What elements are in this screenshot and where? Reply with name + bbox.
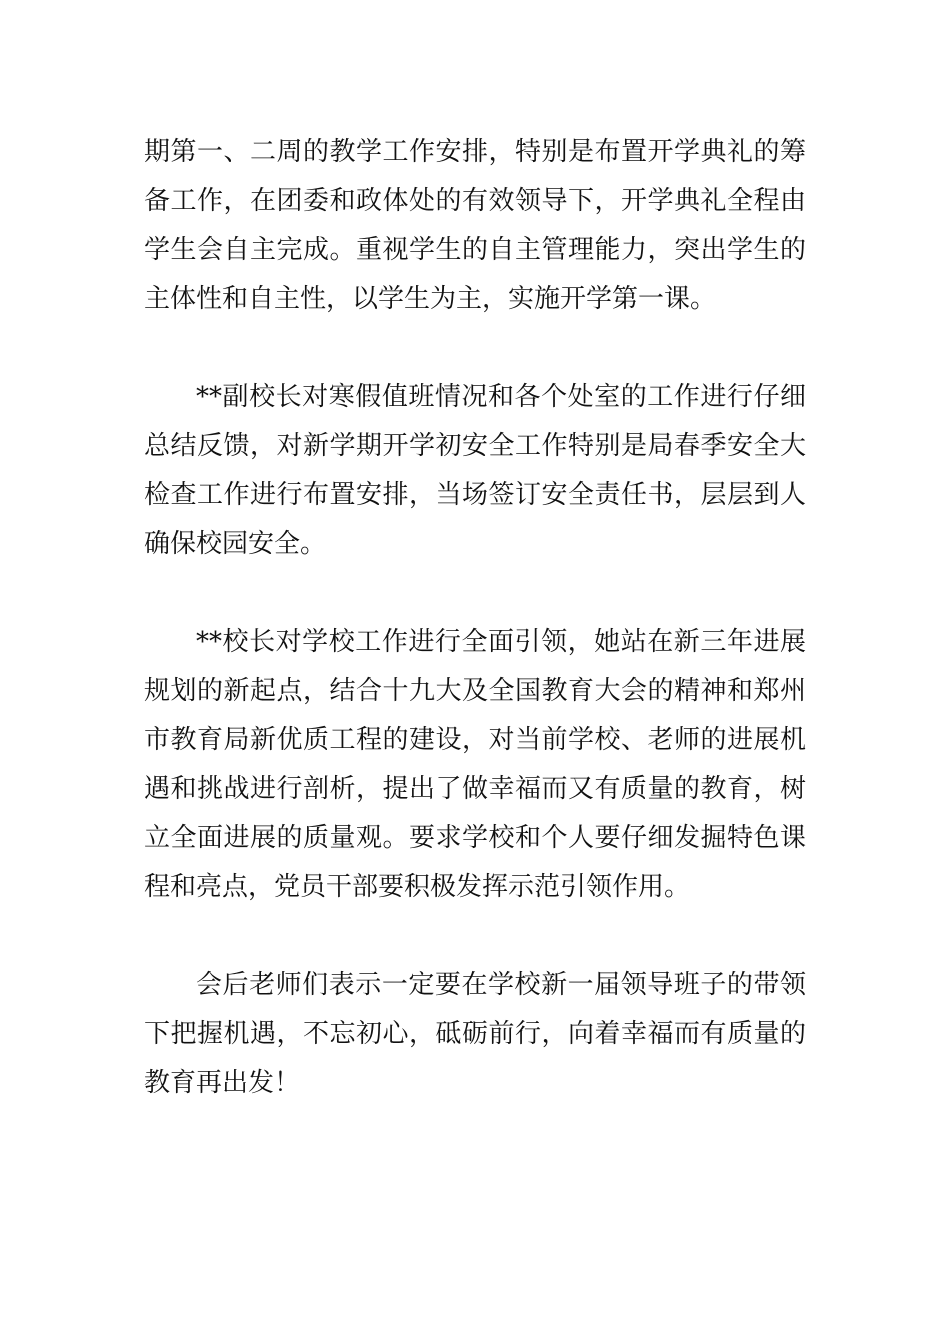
paragraph-1: 期第一、二周的教学工作安排，特别是布置开学典礼的筹备工作，在团委和政体处的有效领导下，开学典礼全程由学生会自主完成。重视学生的自主管理能力，突出学生的主体性和自主性，以学生为主，实施开学第一课。 [144,137,806,314]
paragraph-gap [144,324,806,373]
paragraph-gap [144,912,806,961]
paragraph-3: **校长对学校工作进行全面引领，她站在新三年进展规划的新起点，结合十九大及全国教育大会的精神和郑州市教育局新优质工程的建设，对当前学校、老师的进展机遇和挑战进行剖析，提出了做幸福而又有质量的教育，树立全面进展的质量观。要求学校和个人要仔细发掘特色课程和亮点，党员干部要积极发挥示范引领作用。 [144,627,806,902]
paragraph-gap [144,569,806,618]
paragraph-2: **副校长对寒假值班情况和各个处室的工作进行仔细总结反馈，对新学期开学初安全工作特别是局春季安全大检查工作进行布置安排，当场签订安全责任书，层层到人确保校园安全。 [144,382,806,559]
paragraph-4: 会后老师们表示一定要在学校新一届领导班子的带领下把握机遇，不忘初心，砥砺前行，向着幸福而有质量的教育再出发！ [144,970,806,1098]
document-body [144,128,806,1108]
